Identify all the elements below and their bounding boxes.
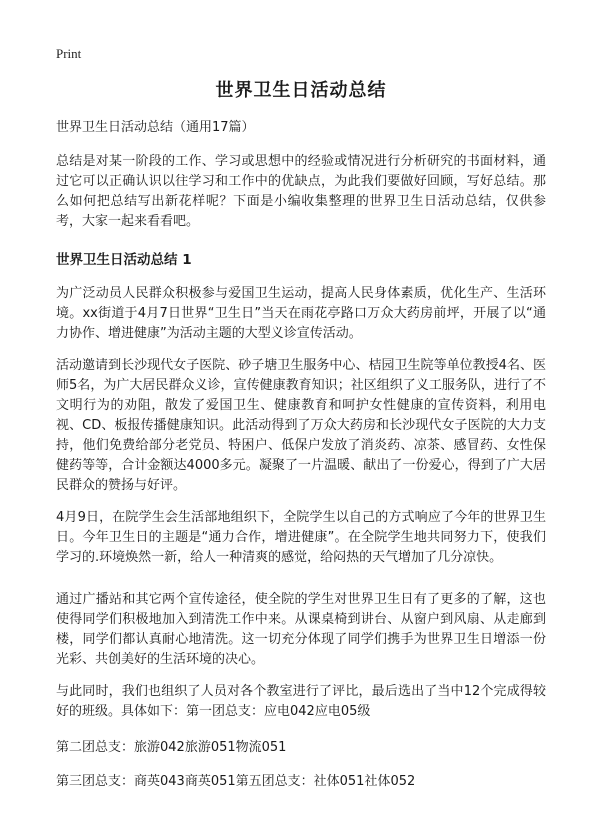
page-title: 世界卫生日活动总结	[215, 80, 387, 101]
paragraph: 与此同时，我们也组织了人员对各个教室进行了评比，最后选出了当中12个完成得较好的班级。具体如下：第一团总支：应电042应电05级	[56, 684, 546, 719]
section-heading: 世界卫生日活动总结 1	[56, 252, 192, 268]
document-page	[56, 76, 546, 806]
paragraph: 4月9日，在院学生会生活部地组织下，全院学生以自己的方式响应了今年的世界卫生日。今年卫生日的主题是“通力合作，增进健康”。在全院学生地共同努力下，使我们学习的.环境焕然一新，给人一种清爽的感觉，给闷热的天气增加了几分凉快。	[56, 510, 546, 565]
paragraph: 活动邀请到长沙现代女子医院、砂子塘卫生服务中心、桔园卫生院等单位教授4名、医师5名，为广大居民群众义诊，宣传健康教育知识；社区组织了义工服务队，进行了不文明行为的劝阻，散发了爱国卫生、健康教育和呵护女性健康的宣传资料，利用电视、CD、板报传播健康知识。此活动得到了万众大药房和长沙现代女子医院的大力支持，他们免费给部分老党员、特困户、低保户发放了消炎药、凉茶、感冒药、女性保健药等等，合计金额达4000多元。凝聚了一片温暖、献出了一份爱心，得到了广大居民群众的赞扬与好评。	[56, 358, 546, 493]
paragraph: 通过广播站和其它两个宣传途径，使全院的学生对世界卫生日有了更多的了解，这也使得同学们积极地加入到清洗工作中来。从课桌椅到讲台、从窗户到风扇、从走廊到楼，同学们都认真耐心地清洗。这一切充分体现了同学们携手为世界卫生日增添一份光彩、共创美好的生活环境的决心。	[56, 592, 546, 667]
intro-paragraph: 总结是对某一阶段的工作、学习或思想中的经验或情况进行分析研究的书面材料，通过它可以正确认识以往学习和工作中的优缺点，为此我们要做好回顾，写好总结。那么如何把总结写出新花样呢？下面是小编收集整理的世界卫生日活动总结，仅供参考，大家一起来看看吧。	[56, 154, 546, 229]
print-link[interactable]: Print	[56, 46, 82, 61]
list-line: 第三团总支：商英043商英051第五团总支：社体051社体052	[56, 774, 416, 789]
subtitle: 世界卫生日活动总结（通用17篇）	[56, 120, 255, 135]
list-line: 第二团总支：旅游042旅游051物流051	[56, 740, 287, 755]
paragraph: 为广泛动员人民群众积极参与爱国卫生运动，提高人民身体素质，优化生产、生活环境。xx街道于4月7日世界“卫生日”当天在雨花亭路口万众大药房前坪，开展了以“通力协作、增进健康”为活动主题的大型义诊宣传活动。	[56, 286, 546, 341]
